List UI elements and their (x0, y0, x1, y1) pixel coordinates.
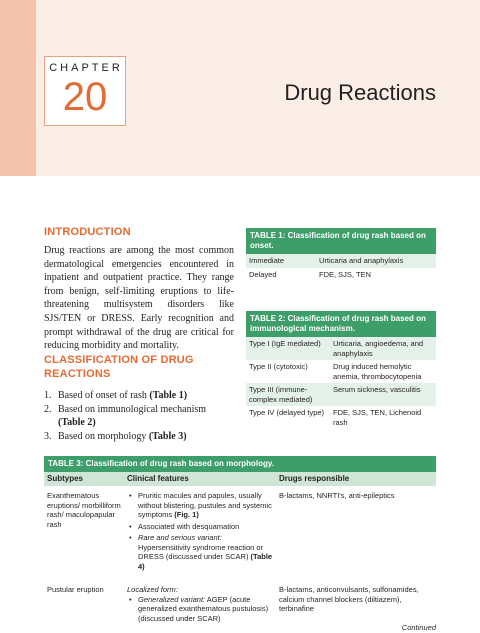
classification-list (44, 389, 234, 443)
table-row: Type III (immune-complex mediated) Serum sickness, vasculitis (246, 383, 436, 406)
list-item: • Generalized variant: AGEP (acute generalized exanthematous pustulosis) (discussed under SCAR) (129, 594, 269, 623)
introduction-heading: INTRODUCTION (44, 226, 131, 238)
table-ref-link[interactable]: (Table 2) (58, 417, 96, 428)
table-row: Immediate Urticaria and anaphylaxis (246, 254, 436, 268)
list-item: • Associated with desquamation (129, 521, 240, 531)
list-item: 3. Based on morphology (Table 3) (44, 430, 187, 442)
table-row: Type IV (delayed type) FDE, SJS, TEN, Lichenoid rash (246, 406, 436, 429)
classification-heading: CLASSIFICATION OF DRUG REACTIONS (44, 354, 194, 380)
table-2-title: TABLE 2: Classification of drug rash based on immunological mechanism. (246, 311, 436, 337)
table-2 (246, 311, 436, 429)
table-3-header-row (44, 472, 436, 486)
list-item: • Rare and serious variant: Hypersensitivity syndrome reaction or DRESS (discussed under SCAR) (Table 4) (129, 533, 273, 571)
table-ref-link[interactable]: (Table 1) (149, 390, 188, 401)
table-1-title: TABLE 1: Classification of drug rash based on onset. (246, 228, 436, 254)
table-1 (246, 228, 436, 281)
chapter-side-strip (0, 0, 36, 176)
table-row: Delayed FDE, SJS, TEN (246, 268, 436, 282)
column-header: Clinical features (127, 474, 189, 483)
table-row: Pustular eruption Localized form: • Generalized variant: AGEP (acute generalized exanthematous pustulosis) (discussed under SCAR) B-lactams, anticonvulsants, sulfonamides, calcium channel blockers (diltiazem), terbinafine (47, 585, 419, 623)
table-3-title: TABLE 3: Classification of drug rash based on morphology. (44, 456, 436, 472)
chapter-title: Drug Reactions (284, 80, 436, 105)
list-item: 2. Based on immunological mechanism (Table 2) (44, 403, 207, 428)
introduction-paragraph: Drug reactions are among the most common dermatological emergencies encountered in inpatient and outpatient practice. They range from benign, self-limiting eruptions to life-threatening multisystem disorders like SJS/TEN or DRESS. Early recognition and prompt withdrawal of the drug are critical for reducing morbidity and mortality. (44, 245, 234, 352)
table-row: Type I (IgE mediated) Urticaria, angioedema, and anaphylaxis (246, 337, 436, 360)
column-header: Drugs responsible (279, 474, 350, 483)
chapter-number: 20 (62, 75, 108, 119)
feature-list (127, 491, 273, 571)
table-row: Exanthematous eruptions/ morbilliform rash/ maculopapular rash • Pruritic macules and papules, usually without blistering, pustules and systemic symptoms (Fig. 1) • Associated with desquamation • Rare and serious variant: Hypersensitivity syndrome reaction or DRESS (discussed under SCAR) (Table 4) B-lactams, NNRTI's, anti-epileptics (47, 491, 395, 571)
chapter-word: CHAPTER (49, 62, 123, 74)
chapter-label-box (44, 56, 126, 126)
list-item: • Pruritic macules and papules, usually without blistering, pustules and systemic symptoms (Fig. 1) (129, 491, 272, 519)
list-item: 1. Based of onset of rash (Table 1) (44, 390, 188, 401)
table-3 (44, 456, 436, 625)
table-row: Type II (cytotoxic) Drug induced hemolytic anemia, thrombocytopenia (246, 360, 436, 383)
feature-list (127, 595, 273, 624)
column-header: Subtypes (47, 474, 84, 483)
table-ref-link[interactable]: (Table 3) (148, 430, 187, 442)
continued-note: Continued (401, 623, 436, 632)
